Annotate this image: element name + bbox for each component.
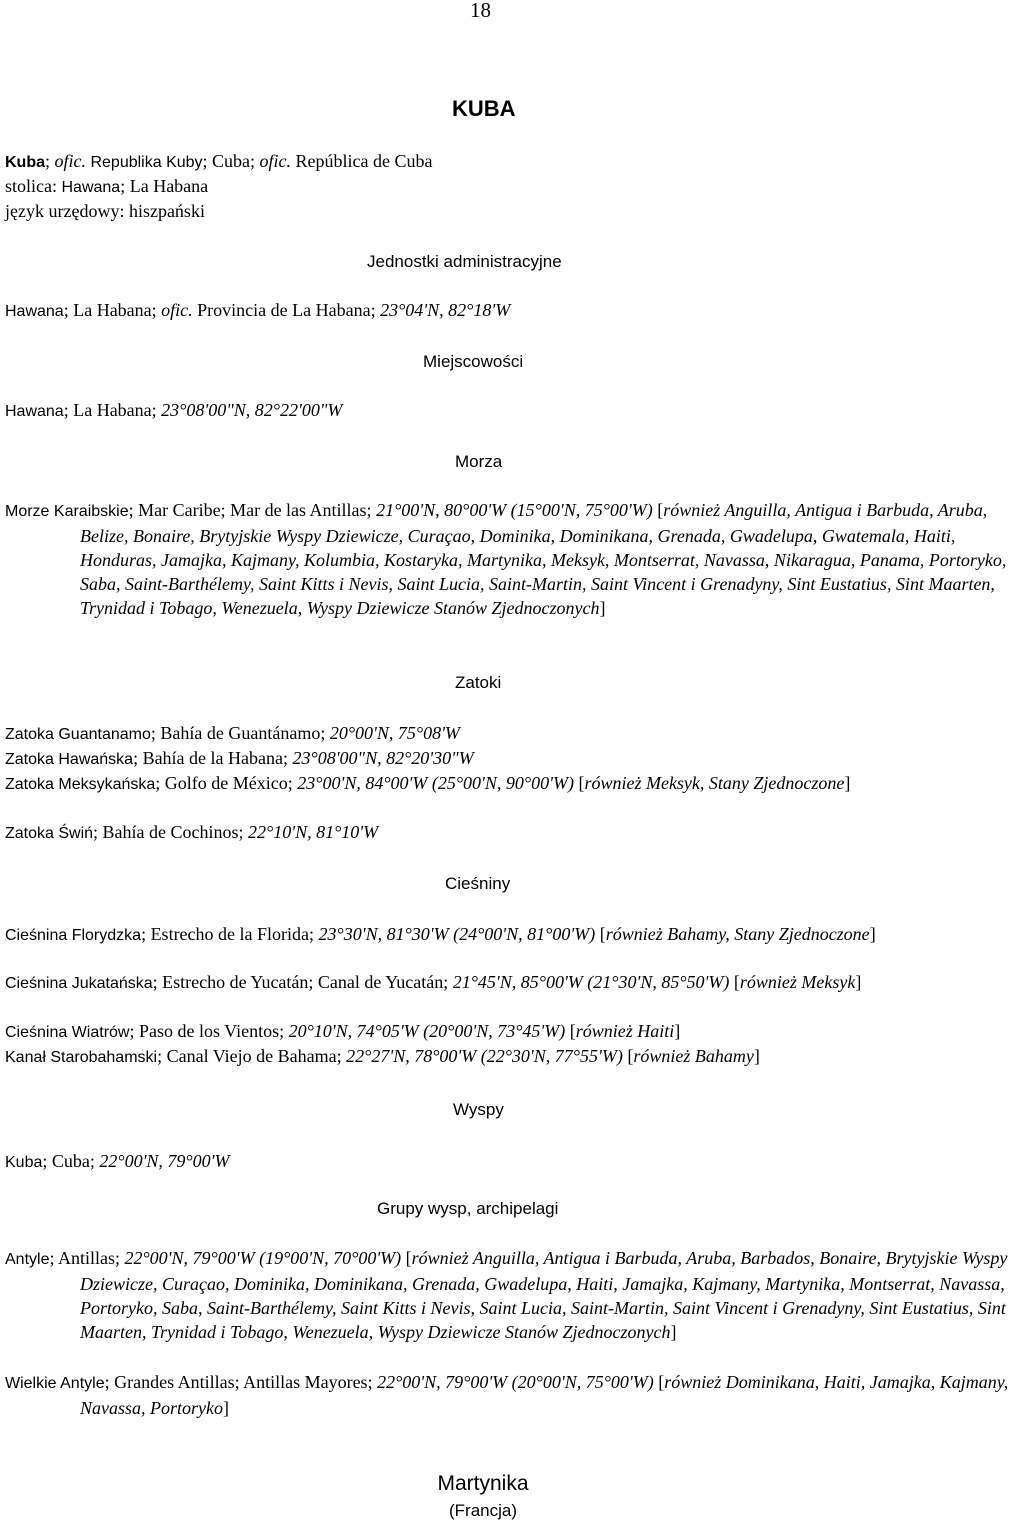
entry <box>5 746 1030 772</box>
bracket-open: [ <box>653 1372 665 1392</box>
entry-alt-names: ; Canal Viejo de Bahama; <box>157 1046 347 1066</box>
entry-alt-names: ; La Habana; <box>63 300 162 320</box>
intro-line-name <box>5 149 433 175</box>
entry-alt-names: ; Mar Caribe; Mar de las Antillas; <box>128 500 377 520</box>
entry-coords: 22°00'N, 79°00'W (19°00'N, 70°00'W) <box>124 1248 402 1268</box>
entry-also: również Dominikana, Haiti, Jamajka, Kajmany, Navassa, Portoryko <box>80 1372 1009 1418</box>
country-name: Kuba <box>5 154 45 171</box>
entry-name: Cieśnina Wiatrów <box>5 1024 130 1041</box>
bracket-close: ] <box>670 1322 677 1342</box>
entry <box>5 1370 1030 1420</box>
ofic-label: ofic. <box>161 300 193 320</box>
entry <box>5 771 1030 797</box>
entry <box>5 970 1030 996</box>
bracket-open: [ <box>622 1046 634 1066</box>
official-name-es: República de Cuba <box>291 151 433 171</box>
entry <box>5 1246 1030 1344</box>
entry-coords: 21°45'N, 85°00'W (21°30'N, 85°50'W) <box>452 972 730 992</box>
entry-name: Kanał Starobahamski <box>5 1049 158 1066</box>
bracket-close: ] <box>869 924 876 944</box>
intro-line-language: język urzędowy: hiszpański <box>5 201 205 221</box>
section-heading-straits: Cieśniny <box>445 874 511 893</box>
bracket-open: [ <box>565 1021 576 1041</box>
entry-name: Zatoka Hawańska <box>5 751 134 768</box>
section-heading-archipelagos: Grupy wysp, archipelagi <box>377 1199 559 1218</box>
entry-alt-names: ; Bahía de Cochinos; <box>93 822 249 842</box>
entry-name: Wielkie Antyle <box>5 1375 105 1392</box>
entry-name: Antyle <box>5 1251 50 1268</box>
entry-also: również Anguilla, Antigua i Barbuda, Aruba, Barbados, Bonaire, Brytyjskie Wyspy Dziewicze, Curaçao, Dominika, Dominikana, Grenada, Gwadelupa, Haiti, Jamajka, Kajmany, Martynika, Montserrat, Navassa, Portoryko, Saba, Saint-Barthélemy, Saint Kitts i Nevis, Saint Lucia, Saint-Martin, Saint Vincent i Grenadyny, Sint Eustatius, Sint Maarten, Trynidad i Tobago, Wenezuela, Wyspy Dziewicze Stanów Zjednoczonych <box>80 1248 1008 1342</box>
bracket-close: ] <box>599 598 606 618</box>
entry-also: również Meksyk <box>739 972 856 992</box>
bracket-close: ] <box>855 972 862 992</box>
entry-coords: 20°00'N, 75°08'W <box>329 723 460 743</box>
entry-name: Cieśnina Florydzka <box>5 927 142 944</box>
entry <box>5 721 1030 747</box>
entry-also: również Haiti <box>575 1021 675 1041</box>
entry-alt-names: ; Golfo de México; <box>155 773 298 793</box>
next-section-subtitle: (Francja) <box>448 1501 517 1520</box>
name-es: ; Cuba; <box>202 151 260 171</box>
capital-label: stolica: <box>5 176 62 196</box>
section-heading-admin: Jednostki administracyjne <box>367 252 562 271</box>
entry-name: Zatoka Guantanamo <box>5 726 151 743</box>
bracket-close: ] <box>844 773 851 793</box>
entry-name: Zatoka Świń <box>5 825 94 842</box>
ofic-label: ofic. <box>54 151 87 171</box>
bracket-close: ] <box>674 1021 681 1041</box>
entry-coords: 23°08'00"N, 82°20'30"W <box>292 748 474 768</box>
entry-alt-names: ; La Habana; <box>63 400 162 420</box>
entry-coords: 22°27'N, 78°00'W (22°30'N, 77°55'W) <box>346 1046 623 1066</box>
official-name-pl: Republika Kuby <box>86 154 203 171</box>
section-heading-islands: Wyspy <box>453 1100 504 1119</box>
section-heading-seas: Morza <box>455 452 503 471</box>
section-heading-gulfs: Zatoki <box>455 673 502 692</box>
entry-coords: 20°10'N, 74°05'W (20°00'N, 73°45'W) <box>288 1021 566 1041</box>
bracket-close: ] <box>223 1398 229 1418</box>
entry-coords: 21°00'N, 80°00'W (15°00'N, 75°00'W) <box>376 500 653 520</box>
page-number: 18 <box>470 0 491 22</box>
bracket-open: [ <box>729 972 740 992</box>
place-entry <box>5 398 342 424</box>
entry-alt-names: ; Antillas; <box>49 1248 125 1268</box>
entry <box>5 820 1030 846</box>
separator: ; <box>45 151 55 171</box>
entry-also: również Anguilla, Antigua i Barbuda, Aruba, Belize, Bonaire, Brytyjskie Wyspy Dziewicze, Curaçao, Dominika, Dominikana, Grenada, Gwadelupa, Gwatemala, Haiti, Honduras, Jamajka, Kajmany, Kolumbia, Kostaryka, Martynika, Meksyk, Montserrat, Navassa, Nikaragua, Panama, Portoryko, Saba, Saint-Barthélemy, Saint Kitts i Nevis, Saint Lucia, Saint-Martin, Saint Vincent i Grenadyny, Sint Eustatius, Sint Maarten, Trynidad i Tobago, Wenezuela, Wyspy Dziewicze Stanów Zjednoczonych <box>80 500 1007 618</box>
entry-alt-names: ; Grandes Antillas; Antillas Mayores; <box>104 1372 378 1392</box>
entry-also: również Bahamy, Stany Zjednoczone <box>605 924 870 944</box>
island-entry <box>5 1149 229 1175</box>
entry-name: Zatoka Meksykańska <box>5 776 156 793</box>
entry-coords: 23°08'00"N, 82°22'00"W <box>161 400 343 420</box>
entry-name: Hawana <box>5 403 64 420</box>
entry-alt-names: ; Bahía de la Habana; <box>133 748 293 768</box>
entry-coords: 22°10'N, 81°10'W <box>248 822 379 842</box>
ofic-label: ofic. <box>259 151 292 171</box>
capital-name-pl: Hawana <box>61 179 121 196</box>
entry-name: Kuba <box>5 1154 43 1171</box>
admin-entry <box>5 298 510 324</box>
entry-coords: 23°30'N, 81°30'W (24°00'N, 81°00'W) <box>318 924 596 944</box>
page-title: KUBA <box>452 96 516 121</box>
sea-entry <box>5 498 1030 620</box>
entry <box>5 1044 1030 1070</box>
entry-alt-names: ; Estrecho de la Florida; <box>141 924 319 944</box>
entry-name: Morze Karaibskie <box>5 503 129 520</box>
entry-alt-names: ; Cuba; <box>42 1151 100 1171</box>
entry-name: Hawana <box>5 303 64 320</box>
entry-also: również Meksyk, Stany Zjednoczone <box>584 773 845 793</box>
section-heading-places: Miejscowości <box>423 352 524 371</box>
entry-alt-names: ; Bahía de Guantánamo; <box>150 723 330 743</box>
next-section-title: Martynika <box>437 1472 529 1495</box>
entry <box>5 1019 1030 1045</box>
entry <box>5 922 1030 948</box>
entry-coords: 22°00'N, 79°00'W <box>99 1151 230 1171</box>
entry-alt-names: ; Estrecho de Yucatán; Canal de Yucatán; <box>152 972 453 992</box>
bracket-open: [ <box>595 924 606 944</box>
entry-coords: 23°04'N, 82°18'W <box>380 300 511 320</box>
entry-also: również Bahamy <box>633 1046 754 1066</box>
bracket-open: [ <box>652 500 664 520</box>
entry-coords: 23°00'N, 84°00'W (25°00'N, 90°00'W) <box>297 773 574 793</box>
capital-name-es: ; La Habana <box>120 176 209 196</box>
intro-line-capital <box>5 174 208 200</box>
bracket-open: [ <box>573 773 585 793</box>
bracket-close: ] <box>753 1046 760 1066</box>
entry-alt-names: ; Paso de los Vientos; <box>129 1021 289 1041</box>
bracket-open: [ <box>401 1248 412 1268</box>
entry-official-name: Provincia de La Habana; <box>192 300 381 320</box>
entry-coords: 22°00'N, 79°00'W (20°00'N, 75°00'W) <box>377 1372 654 1392</box>
entry-name: Cieśnina Jukatańska <box>5 975 153 992</box>
